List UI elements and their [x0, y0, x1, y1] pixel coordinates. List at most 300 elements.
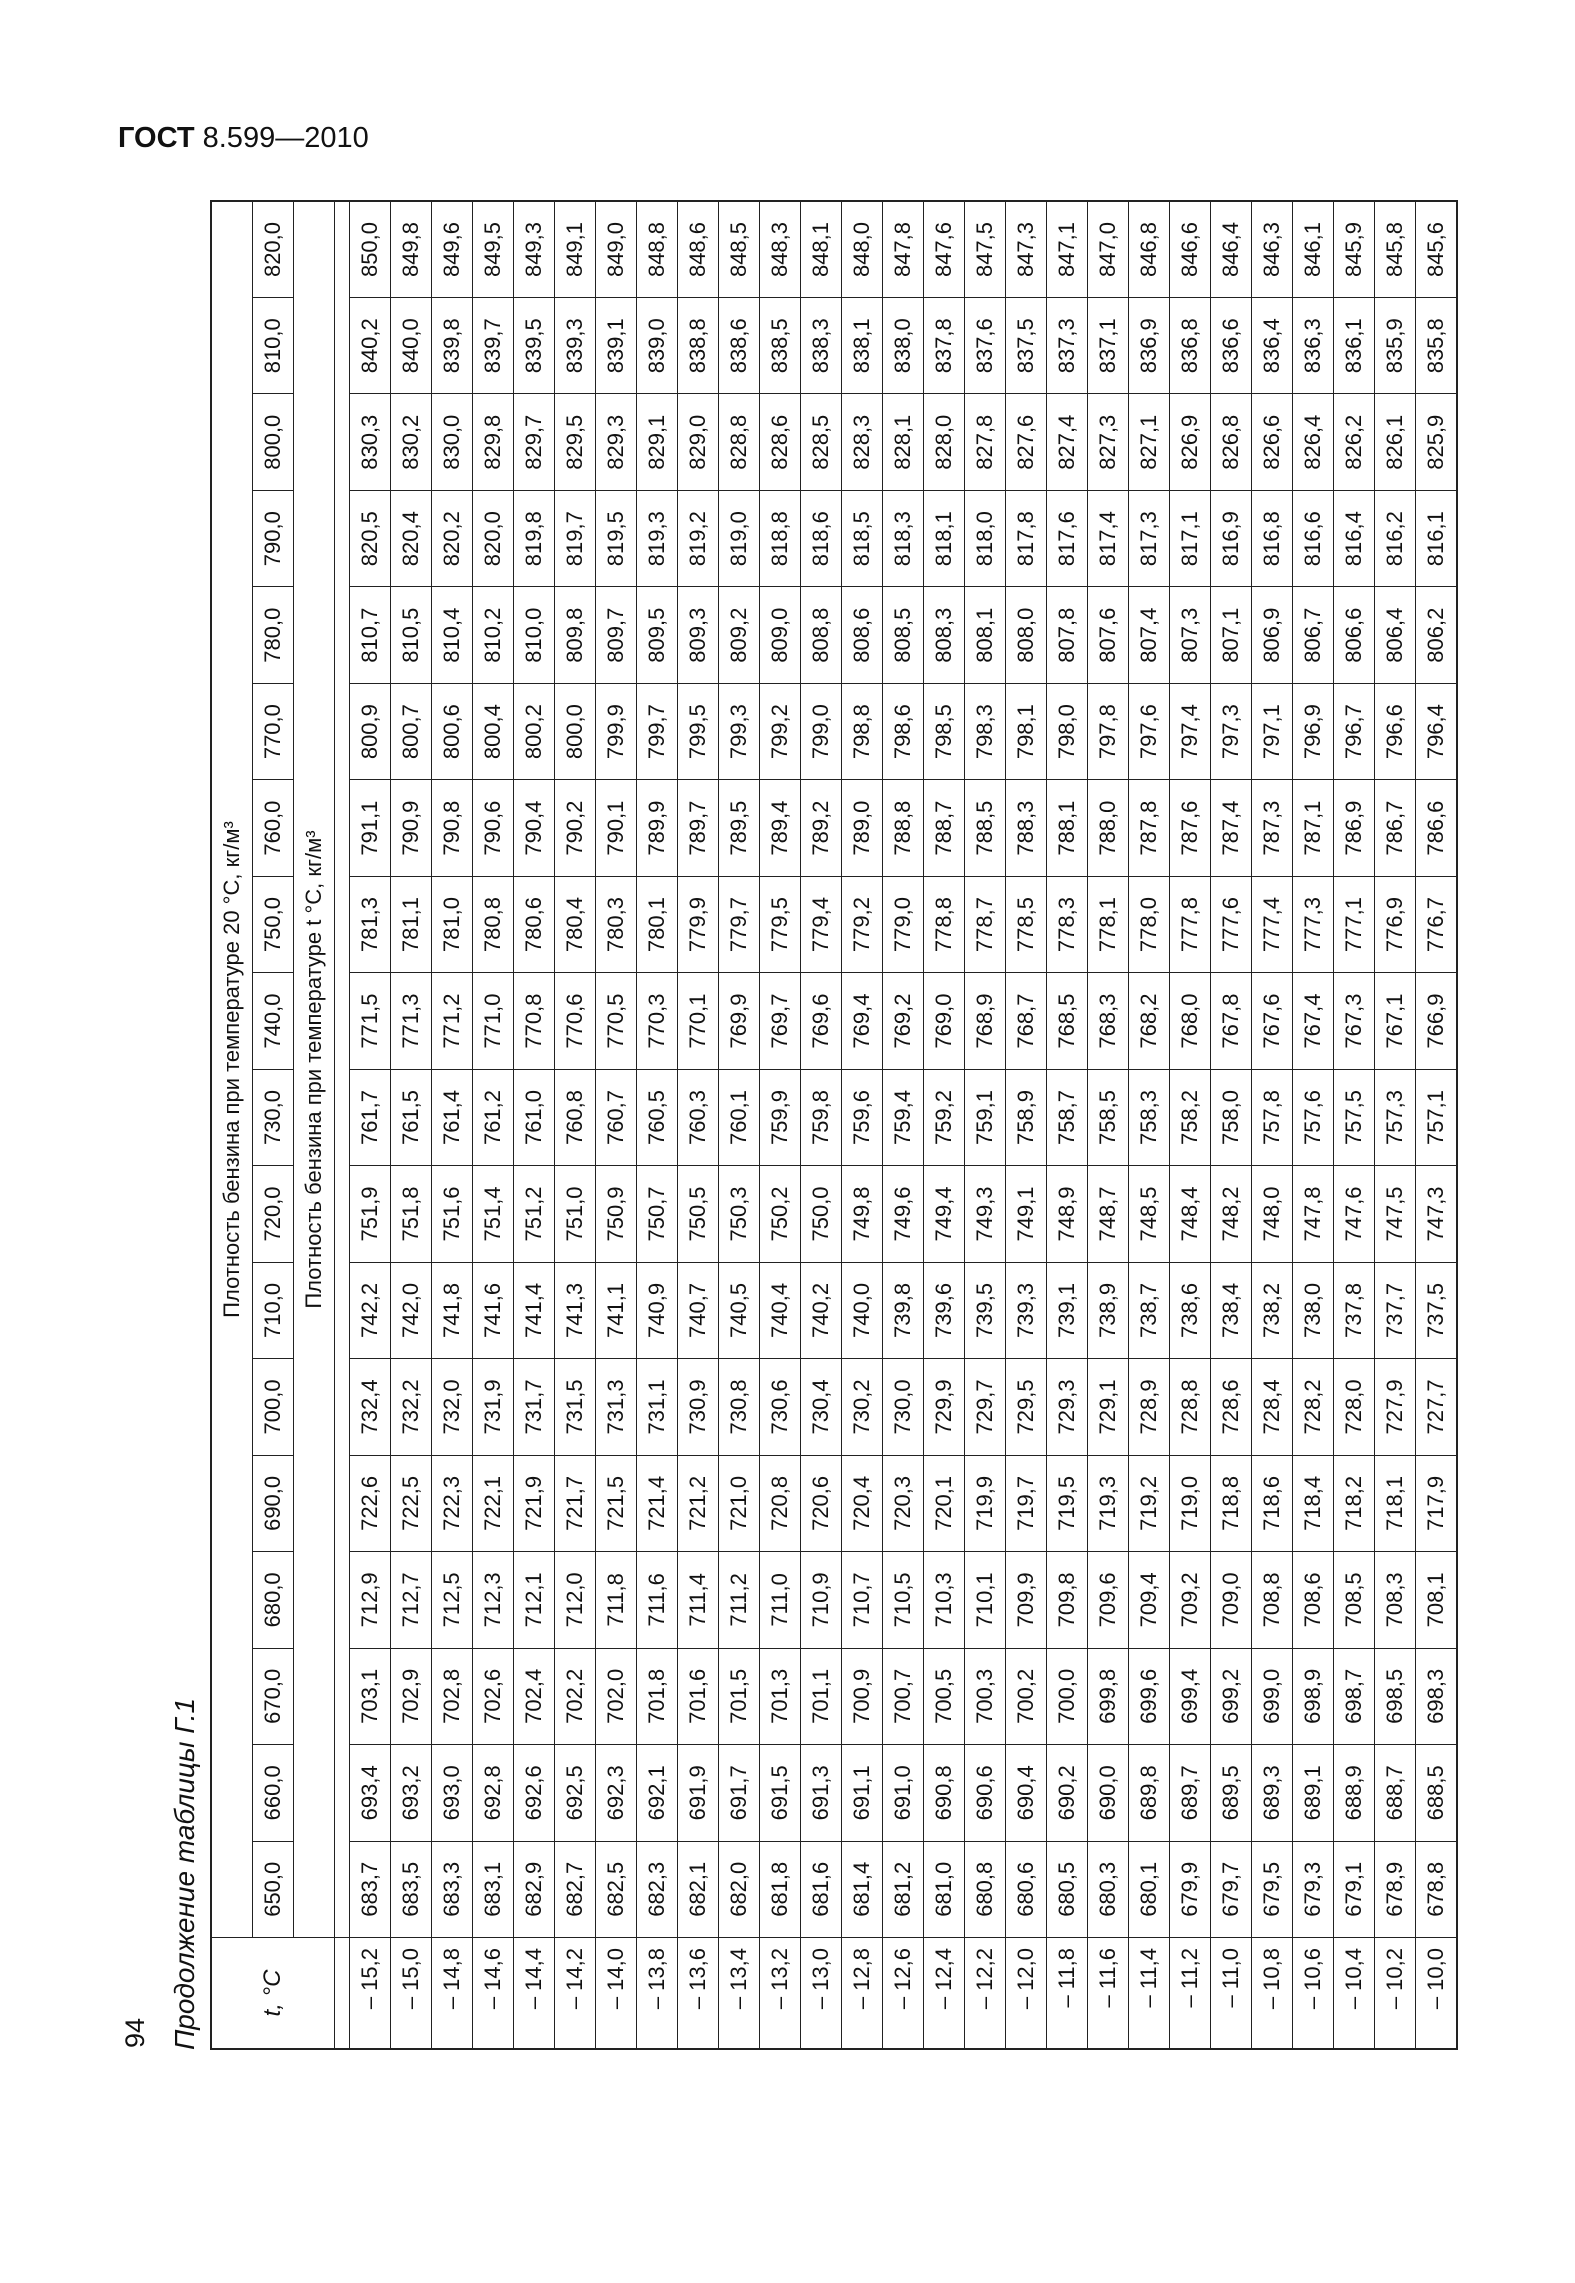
density-cell: 737,8: [1334, 1262, 1375, 1358]
temperature-cell: – 10,2: [1375, 1938, 1416, 2050]
density-cell: 758,5: [1088, 1069, 1129, 1165]
density-cell: 849,0: [596, 201, 637, 298]
density-cell: 798,5: [924, 683, 965, 779]
table-row: [760, 201, 801, 2049]
density-cell: 790,6: [473, 780, 514, 876]
density-cell: 718,4: [1293, 1455, 1334, 1551]
density-cell: 838,6: [719, 298, 760, 394]
density-cell: 799,3: [719, 683, 760, 779]
density-cell: 729,5: [1006, 1359, 1047, 1455]
density-cell: 770,5: [596, 973, 637, 1069]
density-cell: 711,4: [678, 1552, 719, 1648]
density-cell: 820,5: [350, 490, 391, 586]
density-cell: 751,0: [555, 1166, 596, 1262]
density-cell: 789,4: [760, 780, 801, 876]
density-column-header: 780,0: [253, 587, 294, 683]
density-cell: 776,9: [1375, 876, 1416, 972]
density-cell: 748,2: [1211, 1166, 1252, 1262]
density-cell: 838,0: [883, 298, 924, 394]
density-cell: 737,7: [1375, 1262, 1416, 1358]
density-cell: 837,6: [965, 298, 1006, 394]
density-cell: 848,3: [760, 201, 801, 298]
density-cell: 751,2: [514, 1166, 555, 1262]
density-cell: 727,7: [1416, 1359, 1458, 1455]
density-cell: 689,1: [1293, 1745, 1334, 1841]
density-cell: 838,8: [678, 298, 719, 394]
density-cell: 769,6: [801, 973, 842, 1069]
density-column-header: 800,0: [253, 394, 294, 490]
density-cell: 826,4: [1293, 394, 1334, 490]
density-cell: 836,1: [1334, 298, 1375, 394]
density-cell: 750,5: [678, 1166, 719, 1262]
density-cell: 731,1: [637, 1359, 678, 1455]
density-cell: 699,6: [1129, 1648, 1170, 1744]
density-cell: 711,6: [637, 1552, 678, 1648]
density-cell: 849,8: [391, 201, 432, 298]
density-cell: 827,1: [1129, 394, 1170, 490]
density-cell: 698,9: [1293, 1648, 1334, 1744]
density-column-header: 670,0: [253, 1648, 294, 1744]
density-cell: 749,1: [1006, 1166, 1047, 1262]
density-cell: 738,9: [1088, 1262, 1129, 1358]
density-cell: 787,6: [1170, 780, 1211, 876]
density-cell: 758,0: [1211, 1069, 1252, 1165]
density-cell: 681,6: [801, 1841, 842, 1937]
table-row: [473, 201, 514, 2049]
density-cell: 818,8: [760, 490, 801, 586]
density-cell: 840,0: [391, 298, 432, 394]
density-cell: 800,6: [432, 683, 473, 779]
density-cell: 791,1: [350, 780, 391, 876]
density-column-header: 740,0: [253, 973, 294, 1069]
density-cell: 829,5: [555, 394, 596, 490]
density-cell: 692,5: [555, 1745, 596, 1841]
density-cell: 689,5: [1211, 1745, 1252, 1841]
density-cell: 828,6: [760, 394, 801, 490]
density-cell: 722,1: [473, 1455, 514, 1551]
density-cell: 789,5: [719, 780, 760, 876]
density-cell: 757,5: [1334, 1069, 1375, 1165]
density-cell: 759,6: [842, 1069, 883, 1165]
density-cell: 829,0: [678, 394, 719, 490]
density-cell: 825,9: [1416, 394, 1458, 490]
density-cell: 848,1: [801, 201, 842, 298]
density-cell: 817,8: [1006, 490, 1047, 586]
density-cell: 682,5: [596, 1841, 637, 1937]
density-cell: 758,2: [1170, 1069, 1211, 1165]
density-cell: 798,1: [1006, 683, 1047, 779]
density-cell: 810,5: [391, 587, 432, 683]
density-cell: 790,4: [514, 780, 555, 876]
density-cell: 818,1: [924, 490, 965, 586]
density-cell: 809,8: [555, 587, 596, 683]
temperature-cell: – 13,4: [719, 1938, 760, 2050]
density-cell: 690,4: [1006, 1745, 1047, 1841]
density-cell: 786,7: [1375, 780, 1416, 876]
density-cell: 747,8: [1293, 1166, 1334, 1262]
density-cell: 750,0: [801, 1166, 842, 1262]
density-cell: 800,9: [350, 683, 391, 779]
density-cell: 769,9: [719, 973, 760, 1069]
density-cell: 840,2: [350, 298, 391, 394]
density-cell: 809,7: [596, 587, 637, 683]
density-cell: 788,5: [965, 780, 1006, 876]
table-row: [391, 201, 432, 2049]
density-cell: 829,3: [596, 394, 637, 490]
density-cell: 828,8: [719, 394, 760, 490]
density-cell: 845,9: [1334, 201, 1375, 298]
density-cell: 693,4: [350, 1745, 391, 1841]
density-column-header: 750,0: [253, 876, 294, 972]
density-cell: 718,8: [1211, 1455, 1252, 1551]
density-cell: 741,3: [555, 1262, 596, 1358]
density-cell: 798,0: [1047, 683, 1088, 779]
density-cell: 739,8: [883, 1262, 924, 1358]
density-cell: 730,0: [883, 1359, 924, 1455]
density-cell: 790,9: [391, 780, 432, 876]
density-cell: 703,1: [350, 1648, 391, 1744]
density-cell: 679,3: [1293, 1841, 1334, 1937]
temperature-cell: – 11,4: [1129, 1938, 1170, 2050]
density-cell: 722,6: [350, 1455, 391, 1551]
density-cell: 693,0: [432, 1745, 473, 1841]
table-row: [1047, 201, 1088, 2049]
density-cell: 848,5: [719, 201, 760, 298]
density-cell: 847,0: [1088, 201, 1129, 298]
density-cell: 738,2: [1252, 1262, 1293, 1358]
density-cell: 741,6: [473, 1262, 514, 1358]
density-cell: 777,1: [1334, 876, 1375, 972]
density-cell: 728,8: [1170, 1359, 1211, 1455]
density-cell: 810,7: [350, 587, 391, 683]
density-cell: 768,0: [1170, 973, 1211, 1069]
density-cell: 807,6: [1088, 587, 1129, 683]
density-column-header: 710,0: [253, 1262, 294, 1358]
density-cell: 738,4: [1211, 1262, 1252, 1358]
density-cell: 797,6: [1129, 683, 1170, 779]
density-cell: 682,0: [719, 1841, 760, 1937]
density-cell: 681,0: [924, 1841, 965, 1937]
density-cell: 786,6: [1416, 780, 1458, 876]
density-cell: 722,3: [432, 1455, 473, 1551]
density-cell: 729,1: [1088, 1359, 1129, 1455]
density-cell: 828,5: [801, 394, 842, 490]
density-cell: 718,6: [1252, 1455, 1293, 1551]
density-cell: 789,9: [637, 780, 678, 876]
table-row: [1006, 201, 1047, 2049]
density-cell: 816,6: [1293, 490, 1334, 586]
density-cell: 692,8: [473, 1745, 514, 1841]
density-cell: 759,2: [924, 1069, 965, 1165]
density-cell: 712,7: [391, 1552, 432, 1648]
density-cell: 728,6: [1211, 1359, 1252, 1455]
document-header: [118, 122, 369, 155]
density-cell: 758,3: [1129, 1069, 1170, 1165]
temperature-cell: – 14,8: [432, 1938, 473, 2050]
density-cell: 757,6: [1293, 1069, 1334, 1165]
density-cell: 691,9: [678, 1745, 719, 1841]
density-cell: 740,0: [842, 1262, 883, 1358]
temperature-cell: – 10,4: [1334, 1938, 1375, 2050]
density-cell: 700,7: [883, 1648, 924, 1744]
density-cell: 817,3: [1129, 490, 1170, 586]
density-column-header: 760,0: [253, 780, 294, 876]
density-cell: 758,7: [1047, 1069, 1088, 1165]
density-cell: 798,3: [965, 683, 1006, 779]
density-cell: 809,2: [719, 587, 760, 683]
density-cell: 766,9: [1416, 973, 1458, 1069]
density-cell: 712,5: [432, 1552, 473, 1648]
density-cell: 777,6: [1211, 876, 1252, 972]
density-cell: 683,7: [350, 1841, 391, 1937]
density-cell: 816,9: [1211, 490, 1252, 586]
density-cell: 839,1: [596, 298, 637, 394]
density-cell: 826,1: [1375, 394, 1416, 490]
density-cell: 759,1: [965, 1069, 1006, 1165]
density-cell: 847,8: [883, 201, 924, 298]
density-cell: 720,8: [760, 1455, 801, 1551]
density-cell: 827,3: [1088, 394, 1129, 490]
density-cell: 818,0: [965, 490, 1006, 586]
density-cell: 712,0: [555, 1552, 596, 1648]
density-cell: 731,7: [514, 1359, 555, 1455]
density-cell: 730,9: [678, 1359, 719, 1455]
density-cell: 809,0: [760, 587, 801, 683]
density-cell: 771,2: [432, 973, 473, 1069]
density-cell: 759,8: [801, 1069, 842, 1165]
density-cell: 718,1: [1375, 1455, 1416, 1551]
table-row: [1293, 201, 1334, 2049]
density-cell: 778,7: [965, 876, 1006, 972]
density-cell: 747,5: [1375, 1166, 1416, 1262]
density-cell: 808,1: [965, 587, 1006, 683]
density-cell: 847,3: [1006, 201, 1047, 298]
density-cell: 820,4: [391, 490, 432, 586]
density-cell: 790,2: [555, 780, 596, 876]
density-cell: 820,0: [473, 490, 514, 586]
density-cell: 771,0: [473, 973, 514, 1069]
density-cell: 749,4: [924, 1166, 965, 1262]
density-cell: 731,3: [596, 1359, 637, 1455]
density-cell: 718,2: [1334, 1455, 1375, 1551]
density-cell: 702,2: [555, 1648, 596, 1744]
density-cell: 682,9: [514, 1841, 555, 1937]
density-cell: 808,8: [801, 587, 842, 683]
density-cell: 748,9: [1047, 1166, 1088, 1262]
density-cell: 719,0: [1170, 1455, 1211, 1551]
density-cell: 781,1: [391, 876, 432, 972]
density-cell: 770,6: [555, 973, 596, 1069]
density-cell: 819,2: [678, 490, 719, 586]
density-cell: 711,8: [596, 1552, 637, 1648]
density-cell: 702,4: [514, 1648, 555, 1744]
density-cell: 838,1: [842, 298, 883, 394]
density-cell: 750,2: [760, 1166, 801, 1262]
table-row: [432, 201, 473, 2049]
density-cell: 741,1: [596, 1262, 637, 1358]
density-cell: 816,1: [1416, 490, 1458, 586]
spacer-cell: [335, 1938, 350, 2050]
density-cell: 819,0: [719, 490, 760, 586]
density-cell: 699,4: [1170, 1648, 1211, 1744]
density-column-header: 770,0: [253, 683, 294, 779]
density-cell: 846,3: [1252, 201, 1293, 298]
density-cell: 789,2: [801, 780, 842, 876]
density-cell: 789,7: [678, 780, 719, 876]
density-cell: 730,4: [801, 1359, 842, 1455]
density-cell: 826,6: [1252, 394, 1293, 490]
density-cell: 731,9: [473, 1359, 514, 1455]
density-cell: 731,5: [555, 1359, 596, 1455]
density-cell: 757,8: [1252, 1069, 1293, 1165]
density-cell: 849,5: [473, 201, 514, 298]
temperature-cell: – 11,6: [1088, 1938, 1129, 2050]
density-cell: 768,3: [1088, 973, 1129, 1069]
density-cell: 709,2: [1170, 1552, 1211, 1648]
density-cell: 739,6: [924, 1262, 965, 1358]
density-cell: 839,5: [514, 298, 555, 394]
density-cell: 738,0: [1293, 1262, 1334, 1358]
temperature-cell: – 14,6: [473, 1938, 514, 2050]
density-cell: 729,9: [924, 1359, 965, 1455]
density-cell: 710,3: [924, 1552, 965, 1648]
density-cell: 800,2: [514, 683, 555, 779]
table-row: [555, 201, 596, 2049]
density-cell: 768,5: [1047, 973, 1088, 1069]
density-cell: 678,8: [1416, 1841, 1458, 1937]
density-cell: 830,0: [432, 394, 473, 490]
density-cell: 683,1: [473, 1841, 514, 1937]
table-row: [1211, 201, 1252, 2049]
density-cell: 749,6: [883, 1166, 924, 1262]
density-cell: 751,8: [391, 1166, 432, 1262]
density-cell: 807,8: [1047, 587, 1088, 683]
density-cell: 739,3: [1006, 1262, 1047, 1358]
density-cell: 738,7: [1129, 1262, 1170, 1358]
density-cell: 679,5: [1252, 1841, 1293, 1937]
density-cell: 709,4: [1129, 1552, 1170, 1648]
density-column-header: 720,0: [253, 1166, 294, 1262]
table-row: [719, 201, 760, 2049]
density-cell: 761,0: [514, 1069, 555, 1165]
density-cell: 829,7: [514, 394, 555, 490]
density-cell: 681,8: [760, 1841, 801, 1937]
density-cell: 740,5: [719, 1262, 760, 1358]
temperature-cell: – 12,0: [1006, 1938, 1047, 2050]
density-column-header: 700,0: [253, 1359, 294, 1455]
density-cell: 767,8: [1211, 973, 1252, 1069]
density-cell: 796,6: [1375, 683, 1416, 779]
density-cell: 837,8: [924, 298, 965, 394]
density-cell: 846,1: [1293, 201, 1334, 298]
density-cell: 798,6: [883, 683, 924, 779]
density-table: [210, 200, 1458, 2050]
density-cell: 732,2: [391, 1359, 432, 1455]
density-cell: 732,4: [350, 1359, 391, 1455]
spacer-cell: [335, 201, 350, 1938]
density-cell: 698,5: [1375, 1648, 1416, 1744]
density-cell: 767,1: [1375, 973, 1416, 1069]
density-cell: 721,0: [719, 1455, 760, 1551]
density-cell: 770,1: [678, 973, 719, 1069]
density-cell: 816,2: [1375, 490, 1416, 586]
density-cell: 806,9: [1252, 587, 1293, 683]
density-cell: 828,3: [842, 394, 883, 490]
density-cell: 848,0: [842, 201, 883, 298]
density-cell: 721,7: [555, 1455, 596, 1551]
density-cell: 788,7: [924, 780, 965, 876]
density-cell: 830,3: [350, 394, 391, 490]
density-cell: 810,4: [432, 587, 473, 683]
density-column-header: 650,0: [253, 1841, 294, 1937]
density-cell: 690,6: [965, 1745, 1006, 1841]
density-cell: 719,5: [1047, 1455, 1088, 1551]
density-cell: 845,6: [1416, 201, 1458, 298]
density-cell: 771,3: [391, 973, 432, 1069]
density-cell: 837,3: [1047, 298, 1088, 394]
density-cell: 702,6: [473, 1648, 514, 1744]
density-cell: 678,9: [1375, 1841, 1416, 1937]
density-cell: 817,4: [1088, 490, 1129, 586]
density-cell: 817,1: [1170, 490, 1211, 586]
density-cell: 819,7: [555, 490, 596, 586]
temperature-cell: – 10,8: [1252, 1938, 1293, 2050]
density-cell: 721,5: [596, 1455, 637, 1551]
density-cell: 778,1: [1088, 876, 1129, 972]
density-cell: 786,9: [1334, 780, 1375, 876]
density-cell: 749,3: [965, 1166, 1006, 1262]
density-cell: 681,2: [883, 1841, 924, 1937]
density-cell: 838,5: [760, 298, 801, 394]
density-cell: 721,9: [514, 1455, 555, 1551]
density-cell: 770,8: [514, 973, 555, 1069]
density-cell: 778,8: [924, 876, 965, 972]
density-cell: 820,2: [432, 490, 473, 586]
density-cell: 719,7: [1006, 1455, 1047, 1551]
density-cell: 768,7: [1006, 973, 1047, 1069]
density-cell: 808,3: [924, 587, 965, 683]
density-cell: 702,9: [391, 1648, 432, 1744]
density-cell: 806,6: [1334, 587, 1375, 683]
density-cell: 810,0: [514, 587, 555, 683]
temperature-cell: – 13,0: [801, 1938, 842, 2050]
table-row: [1334, 201, 1375, 2049]
density-cell: 790,8: [432, 780, 473, 876]
density-cell: 741,8: [432, 1262, 473, 1358]
density-cell: 779,0: [883, 876, 924, 972]
table-row: [801, 201, 842, 2049]
density-cell: 690,2: [1047, 1745, 1088, 1841]
density-cell: 757,1: [1416, 1069, 1458, 1165]
density-cell: 700,5: [924, 1648, 965, 1744]
density-cell: 808,6: [842, 587, 883, 683]
density-cell: 806,7: [1293, 587, 1334, 683]
density-cell: 689,3: [1252, 1745, 1293, 1841]
density-cell: 769,7: [760, 973, 801, 1069]
density-cell: 690,0: [1088, 1745, 1129, 1841]
density-cell: 767,3: [1334, 973, 1375, 1069]
density-cell: 809,5: [637, 587, 678, 683]
density-cell: 712,3: [473, 1552, 514, 1648]
table-caption: Продолжение таблицы Г.1: [169, 1697, 200, 2050]
table-row: [350, 201, 391, 2049]
density-cell: 780,3: [596, 876, 637, 972]
density-cell: 761,7: [350, 1069, 391, 1165]
density-cell: 701,1: [801, 1648, 842, 1744]
density-cell: 721,4: [637, 1455, 678, 1551]
density-cell: 776,7: [1416, 876, 1458, 972]
density-cell: 750,3: [719, 1166, 760, 1262]
